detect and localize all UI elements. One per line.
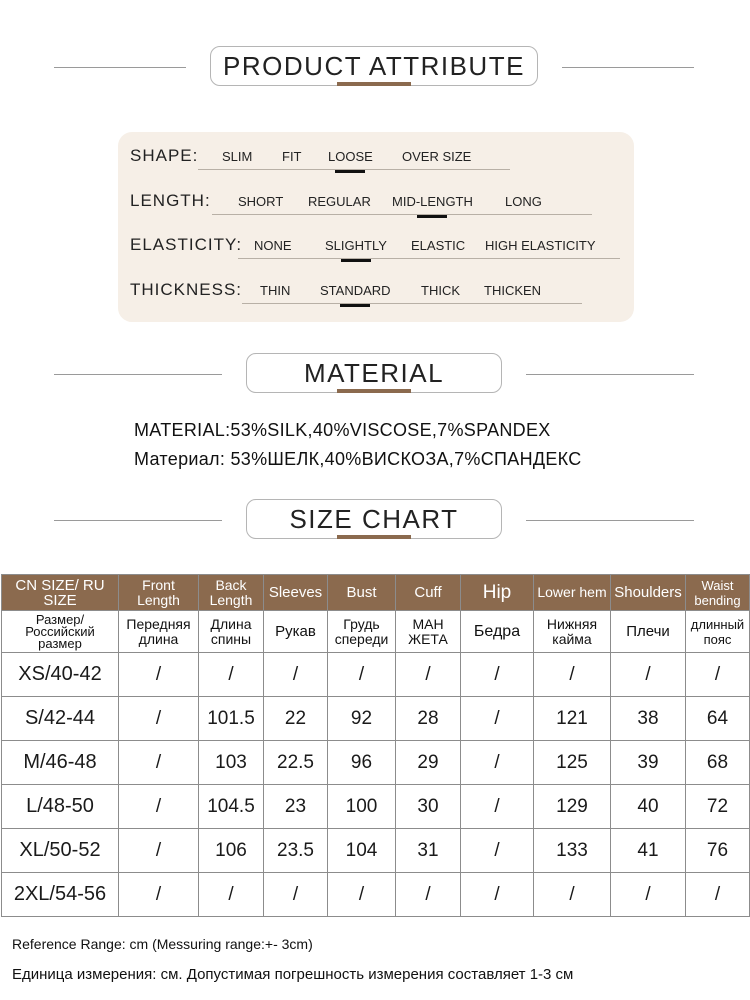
measurement-cell: 76 <box>686 829 750 873</box>
divider-left <box>54 374 222 375</box>
measurement-cell: / <box>396 873 461 917</box>
attribute-option: FIT <box>282 149 302 164</box>
attribute-underline <box>238 258 620 259</box>
measurement-cell: 40 <box>611 785 686 829</box>
table-header-en <box>2 575 750 611</box>
table-row <box>2 829 750 873</box>
size-chart-title: SIZE CHART <box>289 503 459 534</box>
divider-left <box>54 67 186 68</box>
header-cell: Shoulders <box>611 575 686 611</box>
header-cell: Back Length <box>199 575 264 611</box>
table-row <box>2 873 750 917</box>
attribute-option: OVER SIZE <box>402 149 472 164</box>
header-cell-ru: Нижняя кайма <box>534 611 611 653</box>
measurement-cell: / <box>119 785 199 829</box>
measurement-cell: 129 <box>534 785 611 829</box>
attribute-option: REGULAR <box>308 194 371 209</box>
attribute-row-thickness <box>130 274 610 304</box>
measurement-cell: / <box>199 653 264 697</box>
selected-marker <box>341 259 371 262</box>
size-cell: M/46-48 <box>2 741 119 785</box>
attribute-underline <box>242 303 582 304</box>
measurement-cell: / <box>119 653 199 697</box>
size-chart-header <box>0 499 750 543</box>
header-cell: Lower hem <box>534 575 611 611</box>
header-cell: Sleeves <box>264 575 328 611</box>
measurement-cell: 104 <box>328 829 396 873</box>
measurement-cell: / <box>461 741 534 785</box>
product-attribute-header <box>0 46 750 90</box>
measurement-cell: / <box>328 873 396 917</box>
attribute-label: SHAPE: <box>130 146 199 165</box>
product-attribute-title-pill <box>210 46 538 86</box>
attribute-option: THIN <box>260 283 291 298</box>
measurement-cell: 104.5 <box>199 785 264 829</box>
material-text-ru: Материал: 53%ШЕЛК,40%ВИСКОЗА,7%СПАНДЕКС <box>134 449 582 469</box>
attribute-option-selected: MID-LENGTH <box>392 194 473 209</box>
measurement-cell: 101.5 <box>199 697 264 741</box>
size-cell: XL/50-52 <box>2 829 119 873</box>
attribute-option: LONG <box>505 194 542 209</box>
attribute-option-selected: SLIGHTLY <box>325 238 387 253</box>
header-cell: Bust <box>328 575 396 611</box>
product-attribute-title: PRODUCT ATTRIBUTE <box>223 50 525 81</box>
attribute-row-length <box>130 185 610 215</box>
measurement-cell: 72 <box>686 785 750 829</box>
header-cell-ru: Бедра <box>461 611 534 653</box>
material-title: MATERIAL <box>303 357 445 388</box>
measurement-cell: 23.5 <box>264 829 328 873</box>
header-cell-ru: Рукав <box>264 611 328 653</box>
measurement-cell: / <box>119 741 199 785</box>
header-cell-ru: длинный пояс <box>686 611 750 653</box>
header-cell: Waist bending <box>686 575 750 611</box>
selected-marker <box>417 215 447 218</box>
divider-right <box>526 520 694 521</box>
header-cell-ru: Плечи <box>611 611 686 653</box>
measurement-cell: / <box>611 653 686 697</box>
header-cell: Front Length <box>119 575 199 611</box>
header-cell-ru: Грудь спереди <box>328 611 396 653</box>
measurement-cell: / <box>461 697 534 741</box>
header-cell: Hip <box>461 575 534 611</box>
measurement-cell: 22 <box>264 697 328 741</box>
attribute-label: LENGTH: <box>130 191 211 210</box>
measurement-cell: 103 <box>199 741 264 785</box>
measurement-cell: / <box>461 873 534 917</box>
attribute-label: THICKNESS: <box>130 280 243 299</box>
attribute-underline <box>212 214 592 215</box>
measurement-cell: / <box>461 829 534 873</box>
attribute-option: SLIM <box>222 149 253 164</box>
attribute-label: ELASTICITY: <box>130 235 243 254</box>
table-row <box>2 741 750 785</box>
measurement-cell: 96 <box>328 741 396 785</box>
table-row <box>2 697 750 741</box>
header-cell-ru: Передняя длина <box>119 611 199 653</box>
measurement-cell: / <box>461 653 534 697</box>
measurement-cell: 125 <box>534 741 611 785</box>
size-cell: 2XL/54-56 <box>2 873 119 917</box>
header-cell-ru: Длина спины <box>199 611 264 653</box>
measurement-cell: / <box>686 653 750 697</box>
header-cell: CN SIZE/ RU SIZE <box>2 575 119 611</box>
measurement-cell: / <box>119 873 199 917</box>
divider-left <box>54 520 222 521</box>
measurement-cell: 29 <box>396 741 461 785</box>
attribute-option-selected: STANDARD <box>320 283 391 298</box>
size-chart-table <box>1 574 750 917</box>
measurement-cell: 133 <box>534 829 611 873</box>
measurement-cell: / <box>611 873 686 917</box>
measurement-cell: 92 <box>328 697 396 741</box>
measurement-note-ru: Единица измерения: см. Допустимая погрешность измерения составляет 1-3 см <box>12 966 574 983</box>
attribute-row-shape <box>130 140 610 170</box>
material-text-en: MATERIAL:53%SILK,40%VISCOSE,7%SPANDEX <box>134 420 551 440</box>
title-accent-bar <box>337 535 411 539</box>
attribute-row-elasticity <box>130 229 630 259</box>
attribute-option: ELASTIC <box>411 238 466 253</box>
size-cell: XS/40-42 <box>2 653 119 697</box>
measurement-cell: / <box>119 697 199 741</box>
size-chart-title-pill <box>246 499 502 539</box>
measurement-cell: / <box>264 653 328 697</box>
measurement-cell: 31 <box>396 829 461 873</box>
measurement-cell: 30 <box>396 785 461 829</box>
measurement-cell: 121 <box>534 697 611 741</box>
table-row <box>2 653 750 697</box>
measurement-cell: / <box>119 829 199 873</box>
attribute-panel <box>118 132 634 322</box>
size-table-body <box>2 653 750 917</box>
attribute-option: NONE <box>254 238 292 253</box>
measurement-cell: / <box>264 873 328 917</box>
table-header-ru <box>2 611 750 653</box>
title-accent-bar <box>337 389 411 393</box>
attribute-option-selected: LOOSE <box>328 149 373 164</box>
measurement-cell: 64 <box>686 697 750 741</box>
table-row <box>2 785 750 829</box>
measurement-cell: / <box>461 785 534 829</box>
measurement-cell: / <box>534 653 611 697</box>
header-cell-ru: МАН ЖЕТА <box>396 611 461 653</box>
header-cell: Cuff <box>396 575 461 611</box>
measurement-cell: / <box>534 873 611 917</box>
measurement-cell: 41 <box>611 829 686 873</box>
measurement-cell: 100 <box>328 785 396 829</box>
measurement-cell: 68 <box>686 741 750 785</box>
size-cell: S/42-44 <box>2 697 119 741</box>
measurement-cell: / <box>199 873 264 917</box>
size-cell: L/48-50 <box>2 785 119 829</box>
attribute-option: HIGH ELASTICITY <box>485 238 596 253</box>
attribute-option: SHORT <box>238 194 284 209</box>
attribute-option: THICK <box>421 283 460 298</box>
measurement-cell: 23 <box>264 785 328 829</box>
measurement-cell: / <box>686 873 750 917</box>
selected-marker <box>340 304 370 307</box>
header-cell-ru: Размер/ Российский размер <box>2 611 119 653</box>
material-header <box>0 353 750 397</box>
title-accent-bar <box>337 82 411 86</box>
attribute-option: THICKEN <box>484 283 542 298</box>
reference-range-note: Reference Range: cm (Messuring range:+- 3cm) <box>12 936 313 952</box>
selected-marker <box>335 170 365 173</box>
measurement-cell: / <box>328 653 396 697</box>
measurement-cell: 39 <box>611 741 686 785</box>
measurement-cell: 106 <box>199 829 264 873</box>
measurement-cell: 28 <box>396 697 461 741</box>
measurement-cell: 38 <box>611 697 686 741</box>
measurement-cell: 22.5 <box>264 741 328 785</box>
material-title-pill <box>246 353 502 393</box>
divider-right <box>562 67 694 68</box>
divider-right <box>526 374 694 375</box>
measurement-cell: / <box>396 653 461 697</box>
